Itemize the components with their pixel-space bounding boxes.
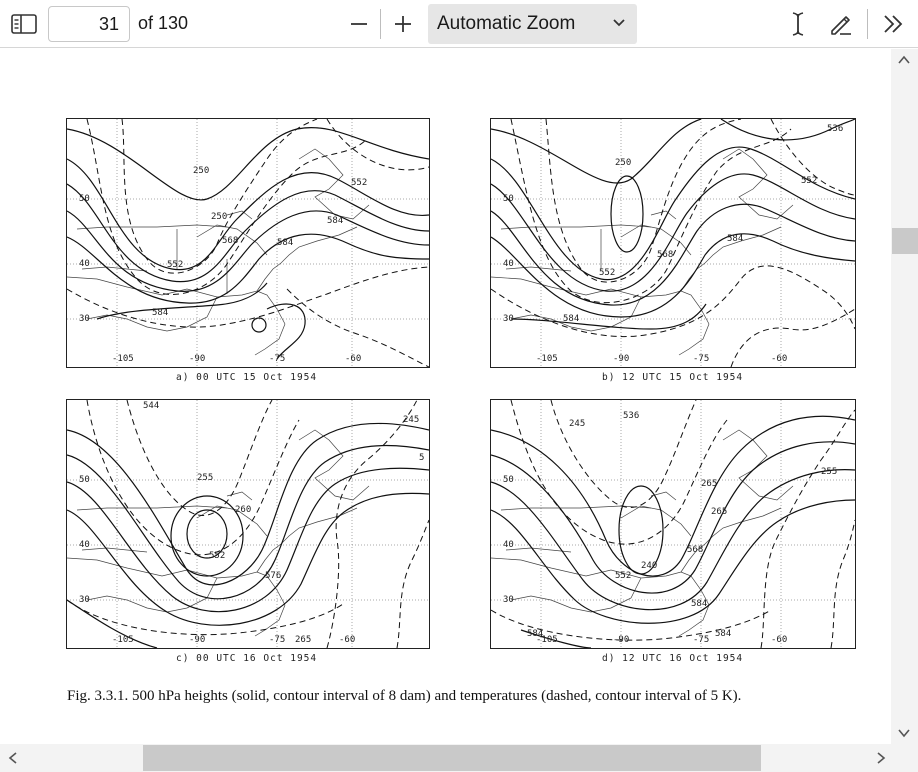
- contour-label: 568: [687, 545, 704, 555]
- minus-icon: [349, 14, 369, 34]
- chevron-down-icon: [611, 15, 627, 31]
- contour-label: 584: [727, 234, 744, 244]
- contour-label: 255: [821, 467, 838, 477]
- document-viewer[interactable]: [0, 49, 891, 744]
- contour-label: 568: [222, 236, 239, 246]
- contour-label: 568: [657, 250, 674, 260]
- lat-label: 40: [79, 540, 90, 550]
- contour-label: 584: [152, 308, 169, 318]
- contour-label: 245: [403, 415, 420, 425]
- vertical-scroll-thumb[interactable]: [892, 228, 918, 254]
- contour-label: 536: [827, 124, 844, 134]
- more-tools-button[interactable]: [878, 8, 908, 40]
- weather-map-panel-b: [490, 118, 856, 368]
- lon-label: -60: [345, 354, 362, 364]
- lon-label: -75: [693, 635, 710, 645]
- weather-map-panel-c: [66, 399, 430, 649]
- page-number-input[interactable]: [48, 6, 130, 42]
- lon-label: -75: [269, 635, 286, 645]
- lat-label: 40: [503, 540, 514, 550]
- zoom-select-value: Automatic Zoom: [437, 13, 576, 34]
- lat-label: 50: [503, 475, 514, 485]
- contour-label: 552: [801, 176, 818, 186]
- contour-label: 250: [211, 212, 228, 222]
- toolbar-separator: [867, 9, 868, 39]
- pencil-icon: [828, 11, 854, 37]
- contour-label: 255: [197, 473, 214, 483]
- panel-caption: b) 12 UTC 15 Oct 1954: [602, 372, 744, 383]
- toolbar: [0, 0, 918, 48]
- contour-label: 260: [235, 505, 252, 515]
- lat-label: 30: [503, 314, 514, 324]
- contour-label: 536: [623, 411, 640, 421]
- lon-label: -105: [536, 635, 558, 645]
- contour-label: 265: [295, 635, 312, 645]
- lon-label: -90: [613, 354, 630, 364]
- horizontal-scroll-thumb[interactable]: [143, 745, 761, 771]
- panel-caption: a) 00 UTC 15 Oct 1954: [176, 372, 318, 383]
- plus-icon: [393, 14, 413, 34]
- contour-label: 552: [599, 268, 616, 278]
- lon-label: -75: [269, 354, 286, 364]
- chevron-up-icon[interactable]: [897, 53, 911, 67]
- chevron-left-icon[interactable]: [6, 751, 20, 765]
- lon-label: -105: [112, 635, 134, 645]
- zoom-in-button[interactable]: [388, 10, 418, 38]
- lat-label: 40: [503, 259, 514, 269]
- panel-caption: d) 12 UTC 16 Oct 1954: [602, 653, 744, 664]
- sidebar-toggle-button[interactable]: [8, 10, 40, 38]
- lon-label: -90: [613, 635, 630, 645]
- lon-label: -90: [189, 635, 206, 645]
- contour-label: 250: [193, 166, 210, 176]
- chevron-right-icon[interactable]: [874, 751, 888, 765]
- lat-label: 50: [79, 194, 90, 204]
- lat-label: 30: [79, 595, 90, 605]
- sidebar-icon: [11, 14, 37, 34]
- lon-label: -60: [771, 635, 788, 645]
- figure-caption: Fig. 3.3.1. 500 hPa heights (solid, contour interval of 8 dam) and temperatures (dashed, contour interval of 5 K).: [67, 688, 742, 704]
- weather-map-panel-a: [66, 118, 430, 368]
- contour-label: 584: [327, 216, 344, 226]
- lat-label: 50: [503, 194, 514, 204]
- zoom-out-button[interactable]: [344, 10, 374, 38]
- lat-label: 40: [79, 259, 90, 269]
- lat-label: 30: [503, 595, 514, 605]
- text-select-tool-button[interactable]: [784, 8, 812, 40]
- vertical-scrollbar[interactable]: [891, 49, 918, 744]
- toolbar-separator: [380, 9, 381, 39]
- contour-label: 584: [277, 238, 294, 248]
- contour-label: 552: [615, 571, 632, 581]
- contour-label: 552: [351, 178, 368, 188]
- contour-label: 576: [265, 571, 282, 581]
- lon-label: -60: [771, 354, 788, 364]
- lon-label: -90: [189, 354, 206, 364]
- contour-label: 265: [711, 507, 728, 517]
- draw-tool-button[interactable]: [826, 8, 856, 40]
- contour-label: 245: [569, 419, 586, 429]
- contour-label: 584: [563, 314, 580, 324]
- horizontal-scrollbar[interactable]: [0, 744, 918, 772]
- text-cursor-icon: [790, 11, 806, 37]
- contour-label: 584: [691, 599, 708, 609]
- lon-label: -105: [536, 354, 558, 364]
- zoom-select[interactable]: [428, 4, 637, 44]
- contour-label: 544: [143, 401, 160, 411]
- contour-label: 584: [715, 629, 732, 639]
- contour-label: 250: [615, 158, 632, 168]
- contour-label: 5: [419, 453, 425, 463]
- lon-label: -60: [339, 635, 356, 645]
- double-chevron-right-icon: [881, 13, 905, 35]
- contour-label: 552: [209, 551, 226, 561]
- chevron-down-icon[interactable]: [897, 726, 911, 740]
- document-page: [0, 49, 891, 744]
- lon-label: -75: [693, 354, 710, 364]
- lon-label: -105: [112, 354, 134, 364]
- contour-label: 265: [701, 479, 718, 489]
- panel-caption: c) 00 UTC 16 Oct 1954: [176, 653, 318, 664]
- lat-label: 50: [79, 475, 90, 485]
- page-count-label: of 130: [138, 13, 189, 33]
- contour-label: 552: [167, 260, 184, 270]
- contour-label: 240: [641, 561, 658, 571]
- contour-label: 584: [527, 629, 544, 639]
- weather-map-panel-d: [490, 399, 856, 649]
- lat-label: 30: [79, 314, 90, 324]
